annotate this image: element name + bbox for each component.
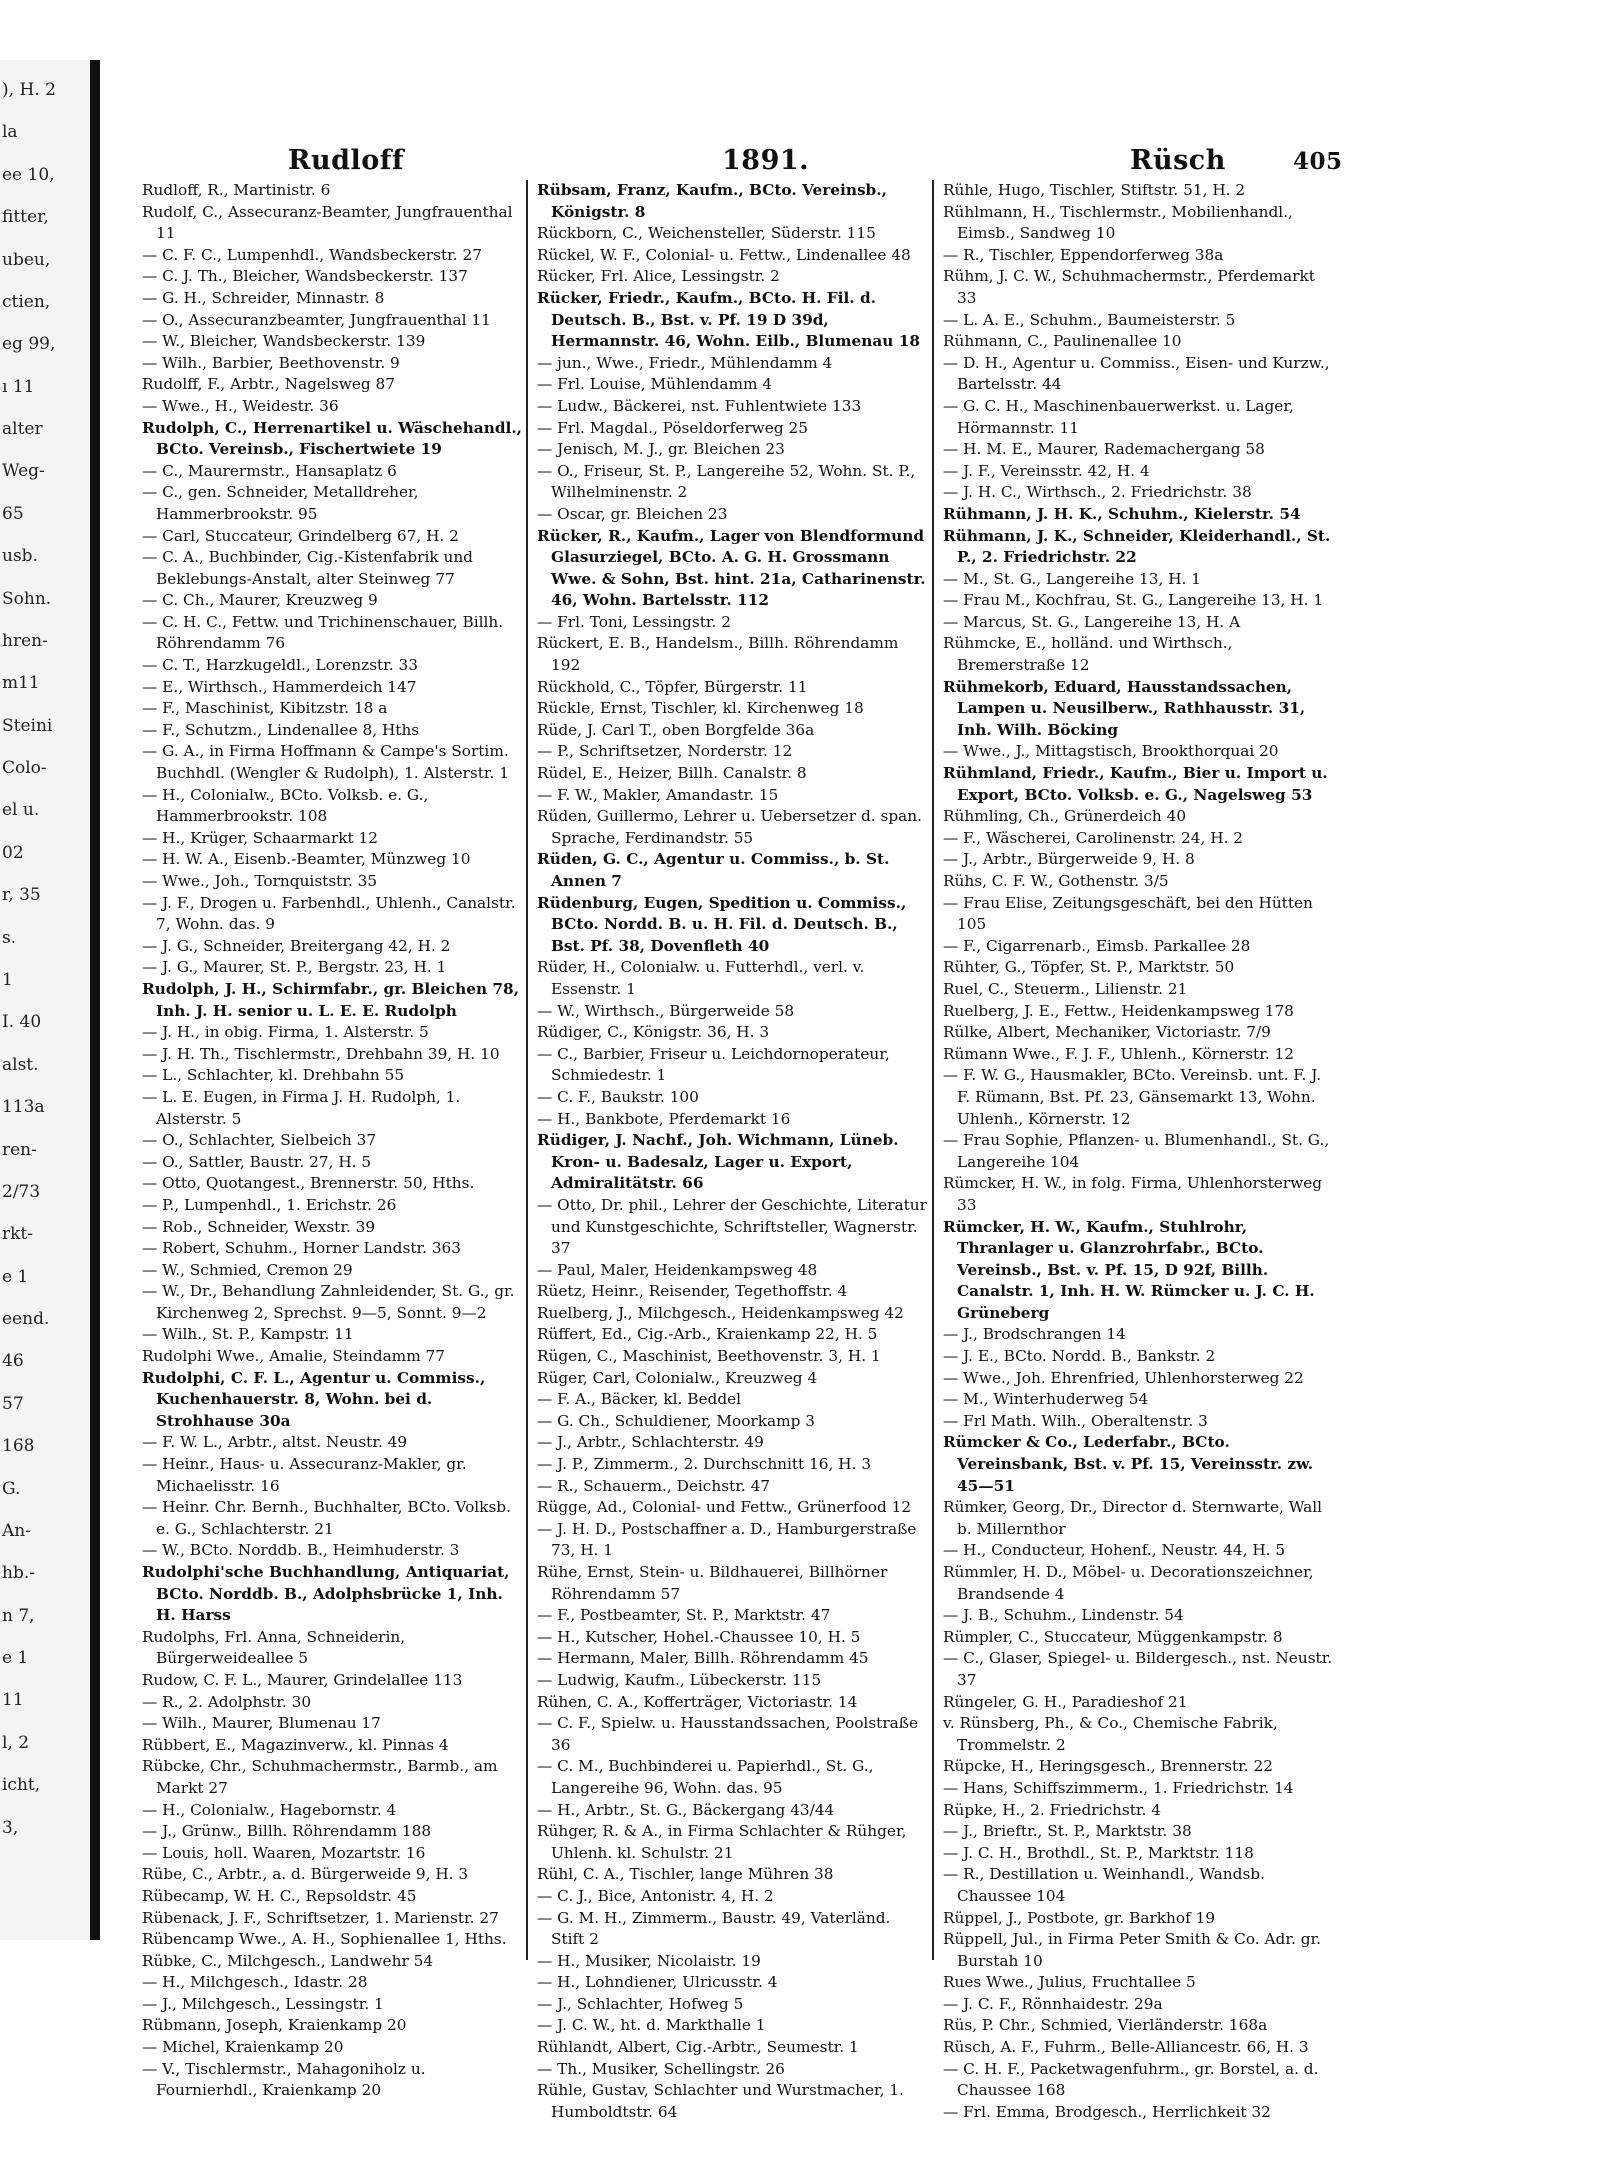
column-divider [526, 180, 528, 1960]
header-right-catchword: Rüsch [1130, 145, 1226, 176]
directory-entry: — J., Brieftr., St. P., Marktstr. 38 [943, 1822, 1192, 1841]
margin-fragment: Sohn. [2, 588, 52, 609]
directory-entry: Rühger, R. & A., in Firma Schlachter & Rühger, Uhlenh. kl. Schulstr. 21 [537, 1822, 907, 1862]
margin-fragment: hren- [2, 630, 48, 651]
directory-entry: Rüsch, A. F., Fuhrm., Belle-Alliancestr. 66, H. 3 [943, 2038, 1309, 2057]
directory-entry: Rühmcke, E., holländ. und Wirthsch., Bremerstraße 12 [943, 634, 1233, 675]
directory-entry: — C., gen. Schneider, Metalldreher, Hammerbrookstr. 95 [142, 483, 419, 523]
directory-entry: Rüngeler, G. H., Paradieshof 21 [943, 1692, 1188, 1711]
directory-entry: Rüffert, Ed., Cig.-Arb., Kraienkamp 22, H. 5 [537, 1325, 878, 1344]
directory-entry: Rudow, C. F. L., Maurer, Grindelallee 113 [142, 1670, 463, 1689]
directory-entry: Rühmann, J. K., Schneider, Kleiderhandl., St. P., 2. Friedrichstr. 22 [943, 526, 1331, 567]
directory-entry: Rümpler, C., Stuccateur, Müggenkampstr. 8 [943, 1627, 1283, 1646]
directory-entry: — R., Schauerm., Deichstr. 47 [537, 1476, 771, 1495]
directory-entry: — H., Musiker, Nicolaistr. 19 [537, 1951, 761, 1970]
directory-entry: v. Rünsberg, Ph., & Co., Chemische Fabrik, Trommelstr. 2 [943, 1714, 1278, 1754]
directory-entry: — J., Brodschrangen 14 [943, 1325, 1126, 1344]
directory-entry: Rüde, J. Carl T., oben Borgfelde 36a [537, 720, 815, 739]
directory-entry: — jun., Wwe., Friedr., Mühlendamm 4 [537, 353, 833, 372]
directory-entry: Ruelberg, J. E., Fettw., Heidenkampsweg 178 [943, 1001, 1294, 1020]
directory-entry: — C. J., Bice, Antonistr. 4, H. 2 [537, 1886, 774, 1905]
margin-fragment: fitter, [2, 207, 49, 228]
directory-entry: — J. H. Th., Tischlermstr., Drehbahn 39, H. 10 [142, 1044, 500, 1063]
directory-entry: — R., 2. Adolphstr. 30 [142, 1692, 312, 1711]
margin-fragment: 65 [2, 503, 24, 524]
directory-entry: Rudolphs, Frl. Anna, Schneiderin, Bürgerweideallee 5 [142, 1627, 406, 1668]
directory-entry: — J. F., Vereinsstr. 42, H. 4 [943, 461, 1150, 480]
margin-fragment: alter [2, 419, 43, 440]
margin-fragment: hb.- [2, 1563, 35, 1584]
directory-entry: Rümcker & Co., Lederfabr., BCto. Vereinsbank, Bst. v. Pf. 15, Vereinsstr. zw. 45—51 [943, 1433, 1314, 1495]
directory-entry: — H. W. A., Eisenb.-Beamter, Münzweg 10 [142, 850, 471, 869]
directory-entry: Ruel, C., Steuerm., Lilienstr. 21 [943, 979, 1188, 998]
directory-entry: — Hans, Schiffszimmerm., 1. Friedrichstr. 14 [943, 1778, 1294, 1797]
directory-entry: Rüden, Guillermo, Lehrer u. Uebersetzer d. span. Sprache, Ferdinandstr. 55 [537, 807, 922, 847]
directory-entry: — F., Wäscherei, Carolinenstr. 24, H. 2 [943, 828, 1244, 847]
margin-fragment: 1 [2, 970, 13, 990]
directory-entry: Rudolphi'sche Buchhandlung, Antiquariat, BCto. Norddb. B., Adolphsbrücke 1, Inh. H. Harss [142, 1563, 510, 1625]
directory-entry: — Wilh., St. P., Kampstr. 11 [142, 1325, 354, 1344]
directory-entry: — O., Schlachter, Sielbeich 37 [142, 1131, 377, 1150]
directory-entry: — Frl. Emma, Brodgesch., Herrlichkeit 32 [943, 2102, 1271, 2121]
directory-entry: Rücker, R., Kaufm., Lager von Blendformund Glasurziegel, BCto. A. G. H. Grossmann Wwe. & Sohn, Bst. hint. 21a, Catharinenstr. 46, Wohn. Bartelsstr. 112 [537, 526, 926, 610]
margin-fragment: 02 [2, 842, 24, 863]
directory-entry: Rühen, C. A., Kofferträger, Victoriastr. 14 [537, 1692, 858, 1711]
directory-entry: — F., Maschinist, Kibitzstr. 18 a [142, 699, 388, 718]
margin-fragment: ubeu, [2, 249, 51, 270]
directory-entry: — Frl. Magdal., Pöseldorferweg 25 [537, 418, 808, 437]
directory-entry: Rübmann, Joseph, Kraienkamp 20 [142, 2016, 407, 2035]
directory-entry: — J. H., in obig. Firma, 1. Alsterstr. 5 [142, 1023, 429, 1042]
directory-entry: — J. H. D., Postschaffner a. D., Hamburgerstraße 73, H. 1 [537, 1519, 917, 1560]
directory-entry: Rues Wwe., Julius, Fruchtallee 5 [943, 1973, 1196, 1992]
directory-entry: Rücker, Friedr., Kaufm., BCto. H. Fil. d. Deutsch. B., Bst. v. Pf. 19 D 39d, Hermannstr. 46, Wohn. Eilb., Blumenau 18 [537, 288, 921, 351]
directory-entry: Rügen, C., Maschinist, Beethovenstr. 3, H. 1 [537, 1347, 881, 1366]
directory-entry: Rüdiger, J. Nachf., Joh. Wichmann, Lüneb. Kron- u. Badesalz, Lager u. Export, Admiralitätstr. 66 [537, 1131, 899, 1193]
directory-entry: Rühlmann, H., Tischlermstr., Mobilienhandl., Eimsb., Sandweg 10 [943, 202, 1293, 243]
margin-fragment: r, 35 [2, 885, 41, 906]
directory-entry: Rümcker, H. W., Kaufm., Stuhlrohr, Thranlager u. Glanzrohrfabr., BCto. Vereinsb., Bst. v. Pf. 15, D 92f, Billh. Canalstr. 1, Inh. H. W. Rümcker u. J. C. H. Grüneberg [943, 1217, 1315, 1322]
margin-fragment: l, 2 [2, 1732, 30, 1753]
directory-entry: — Frl Math. Wilh., Oberaltenstr. 3 [943, 1411, 1208, 1430]
directory-entry: — J. F., Drogen u. Farbenhdl., Uhlenh., Canalstr. 7, Wohn. das. 9 [142, 893, 516, 934]
margin-fragment: 113a [2, 1097, 45, 1118]
directory-entry: Rühmland, Friedr., Kaufm., Bier u. Import u. Export, BCto. Volksb. e. G., Nagelsweg 53 [943, 764, 1328, 804]
directory-entry: — J., Schlachter, Hofweg 5 [537, 1994, 744, 2013]
directory-entry: Rückle, Ernst, Tischler, kl. Kirchenweg 18 [537, 699, 864, 718]
directory-entry: Rühlandt, Albert, Cig.-Arbtr., Seumestr. 1 [537, 2038, 859, 2057]
directory-entry: Rüden, G. C., Agentur u. Commiss., b. St. Annen 7 [537, 850, 890, 890]
header-year: 1891. [722, 145, 810, 176]
directory-entry: — Otto, Dr. phil., Lehrer der Geschichte, Literatur und Kunstgeschichte, Schriftsteller, Wagnerstr. 37 [537, 1195, 927, 1258]
margin-fragment: 57 [2, 1393, 24, 1414]
header-left-catchword: Rudloff [288, 145, 404, 176]
directory-entry: — J. G., Maurer, St. P., Bergstr. 23, H. 1 [142, 958, 447, 977]
directory-entry: — Jenisch, M. J., gr. Bleichen 23 [537, 440, 785, 459]
directory-entry: — Wilh., Maurer, Blumenau 17 [142, 1714, 381, 1733]
directory-entry: — J., Grünw., Billh. Röhrendamm 188 [142, 1822, 432, 1841]
directory-entry: — C. Ch., Maurer, Kreuzweg 9 [142, 591, 378, 610]
directory-entry: — J. B., Schuhm., Lindenstr. 54 [943, 1606, 1184, 1625]
margin-fragment: Steini [2, 715, 53, 736]
directory-entry: — C. F. C., Lumpenhdl., Wandsbeckerstr. 27 [142, 245, 482, 264]
margin-fragment: icht, [2, 1775, 41, 1796]
directory-entry: — Ludw., Bäckerei, nst. Fuhlentwiete 133 [537, 396, 862, 415]
directory-entry: — Hermann, Maler, Billh. Röhrendamm 45 [537, 1649, 869, 1668]
directory-entry: — H., Milchgesch., Idastr. 28 [142, 1973, 368, 1992]
directory-entry: — P., Schriftsetzer, Norderstr. 12 [537, 742, 793, 761]
directory-entry: — C. A., Buchbinder, Cig.-Kistenfabrik und Beklebungs-Anstalt, alter Steinweg 77 [142, 548, 473, 588]
directory-entry: — Frau M., Kochfrau, St. G., Langereihe 13, H. 1 [943, 591, 1324, 610]
directory-entry: Rübcke, Chr., Schuhmachermstr., Barmb., am Markt 27 [142, 1757, 498, 1797]
margin-fragment: 46 [2, 1351, 24, 1372]
directory-entry: — H., Bankbote, Pferdemarkt 16 [537, 1109, 791, 1128]
directory-entry: — H., Colonialw., BCto. Volksb. e. G., Hammerbrookstr. 108 [142, 785, 429, 826]
margin-fragment: ren- [2, 1139, 37, 1160]
directory-entry: — W., BCto. Norddb. B., Heimhuderstr. 3 [142, 1541, 460, 1560]
directory-entry: Rühle, Hugo, Tischler, Stiftstr. 51, H. 2 [943, 181, 1246, 199]
directory-entry: Rüdel, E., Heizer, Billh. Canalstr. 8 [537, 764, 807, 783]
directory-entry: Rümann Wwe., F. J. F., Uhlenh., Körnerstr. 12 [943, 1044, 1295, 1063]
directory-entry: — Heinr., Haus- u. Assecuranz-Makler, gr. Michaelisstr. 16 [142, 1455, 467, 1495]
directory-entry: — J., Milchgesch., Lessingstr. 1 [142, 1994, 384, 2013]
directory-entry: Rühter, G., Töpfer, St. P., Marktstr. 50 [943, 958, 1235, 977]
directory-entry: Rüpcke, H., Heringsgesch., Brennerstr. 22 [943, 1757, 1273, 1776]
directory-entry: — J. H. C., Wirthsch., 2. Friedrichstr. 38 [943, 483, 1252, 502]
directory-entry: — C. F., Spielw. u. Hausstandssachen, Poolstraße 36 [537, 1714, 919, 1754]
directory-entry: — Marcus, St. G., Langereihe 13, H. A [943, 612, 1241, 631]
margin-fragment: 2/73 [2, 1181, 41, 1202]
directory-entry: — G. C. H., Maschinenbauerwerkst. u. Lager, Hörmannstr. 11 [943, 396, 1294, 437]
directory-entry: Rücker, Frl. Alice, Lessingstr. 2 [537, 267, 780, 286]
directory-entry: — G. Ch., Schuldiener, Moorkamp 3 [537, 1411, 816, 1430]
directory-entry: Rühl, C. A., Tischler, lange Mühren 38 [537, 1865, 834, 1884]
directory-entry: — Michel, Kraienkamp 20 [142, 2038, 344, 2057]
directory-entry: — Wwe., J., Mittagstisch, Brookthorquai 20 [943, 742, 1279, 761]
margin-fragment: eg 99, [2, 334, 56, 355]
directory-entry: — W., Dr., Behandlung Zahnleidender, St. G., gr. Kirchenweg 2, Sprechst. 9—5, Sonnt. 9—2 [142, 1282, 515, 1322]
directory-entry: — H., Arbtr., St. G., Bäckergang 43/44 [537, 1800, 835, 1819]
directory-entry: — L. E. Eugen, in Firma J. H. Rudolph, 1. Alsterstr. 5 [142, 1087, 461, 1128]
directory-entry: — F. W., Makler, Amandastr. 15 [537, 785, 779, 804]
directory-entry: — H. M. E., Maurer, Rademachergang 58 [943, 440, 1265, 459]
directory-entry: — C. H. C., Fettw. und Trichinenschauer, Billh. Röhrendamm 76 [142, 612, 504, 653]
directory-entry: Rühle, Gustav, Schlachter und Wurstmacher, 1. Humboldtstr. 64 [537, 2081, 905, 2121]
directory-entry: — H., Colonialw., Hagebornstr. 4 [142, 1800, 397, 1819]
directory-entry: Rudloff, R., Martinistr. 6 [142, 181, 331, 199]
margin-fragment: ı 11 [2, 376, 35, 397]
directory-entry: — C. J. Th., Bleicher, Wandsbeckerstr. 137 [142, 267, 468, 286]
margin-fragment: usb. [2, 546, 38, 567]
margin-fragment: el u. [2, 800, 40, 821]
directory-entry: — R., Tischler, Eppendorferweg 38a [943, 245, 1224, 264]
directory-entry: Rüpke, H., 2. Friedrichstr. 4 [943, 1800, 1161, 1819]
column-1 [142, 180, 524, 2100]
directory-entry: — W., Wirthsch., Bürgerweide 58 [537, 1001, 795, 1020]
margin-fragment: ), H. 2 [2, 80, 56, 100]
running-head [120, 145, 1343, 185]
margin-fragment: e 1 [2, 1648, 29, 1669]
margin-fragment: eend. [2, 1309, 50, 1330]
directory-entry: Rülke, Albert, Mechaniker, Victoriastr. 7/9 [943, 1023, 1271, 1042]
directory-entry: — C., Barbier, Friseur u. Leichdornoperateur, Schmiedestr. 1 [537, 1044, 890, 1085]
directory-entry: Rudolphi Wwe., Amalie, Steindamm 77 [142, 1347, 446, 1366]
column-3 [943, 180, 1338, 2121]
column-divider [932, 180, 934, 1960]
directory-entry: — R., Destillation u. Weinhandl., Wandsb. Chaussee 104 [943, 1865, 1265, 1905]
directory-entry: — V., Tischlermstr., Mahagoniholz u. Fournierhdl., Kraienkamp 20 [142, 2059, 426, 2100]
directory-entry: Rühmann, J. H. K., Schuhm., Kielerstr. 54 [943, 504, 1301, 523]
directory-entry: — W., Schmied, Cremon 29 [142, 1260, 353, 1279]
directory-entry: — J., Arbtr., Schlachterstr. 49 [537, 1433, 764, 1452]
margin-fragment: 3, [2, 1817, 19, 1838]
directory-entry: — F., Cigarrenarb., Eimsb. Parkallee 28 [943, 936, 1251, 955]
directory-entry: — Frau Sophie, Pflanzen- u. Blumenhandl., St. G., Langereihe 104 [943, 1131, 1330, 1171]
directory-entry: Rübencamp Wwe., A. H., Sophienallee 1, Hths. [142, 1930, 507, 1949]
directory-entry: — H., Krüger, Schaarmarkt 12 [142, 828, 379, 847]
directory-entry: — W., Bleicher, Wandsbeckerstr. 139 [142, 332, 426, 351]
directory-entry: — Robert, Schuhm., Horner Landstr. 363 [142, 1239, 462, 1258]
margin-fragment: alst. [2, 1054, 39, 1075]
column-2 [537, 180, 927, 2121]
directory-entry: Rümker, Georg, Dr., Director d. Sternwarte, Wall b. Millernthor [943, 1498, 1323, 1538]
previous-page-edge [0, 60, 100, 1940]
directory-entry: Rückhold, C., Töpfer, Bürgerstr. 11 [537, 677, 808, 696]
directory-entry: Rühe, Ernst, Stein- u. Bildhauerei, Billhörner Röhrendamm 57 [537, 1563, 888, 1603]
directory-entry: — J. C. H., Brothdl., St. P., Marktstr. 118 [943, 1843, 1254, 1862]
directory-entry: — E., Wirthsch., Hammerdeich 147 [142, 677, 417, 696]
margin-fragment: G. [2, 1478, 21, 1499]
directory-entry: — C. M., Buchbinderei u. Papierhdl., St. G., Langereihe 96, Wohn. das. 95 [537, 1757, 874, 1797]
directory-entry: — Oscar, gr. Bleichen 23 [537, 504, 728, 523]
directory-entry: — Ludwig, Kaufm., Lübeckerstr. 115 [537, 1670, 822, 1689]
directory-entry: Rüdiger, C., Königstr. 36, H. 3 [537, 1023, 770, 1042]
directory-entry: Rückborn, C., Weichensteller, Süderstr. 115 [537, 224, 876, 243]
directory-entry: — C., Glaser, Spiegel- u. Bildergesch., nst. Neustr. 37 [943, 1649, 1333, 1689]
directory-entry: — O., Sattler, Baustr. 27, H. 5 [142, 1152, 372, 1171]
margin-fragment: Weg- [2, 461, 45, 482]
margin-fragment: 11 [2, 1690, 24, 1711]
margin-fragment: la [2, 122, 18, 143]
directory-entry: Rüppell, Jul., in Firma Peter Smith & Co. Adr. gr. Burstah 10 [943, 1930, 1321, 1970]
directory-entry: Rühs, C. F. W., Gothenstr. 3/5 [943, 872, 1169, 890]
margin-fragment: s. [2, 927, 17, 948]
directory-entry: Rügge, Ad., Colonial- und Fettw., Grünerfood 12 [537, 1498, 912, 1517]
directory-entry: — F. W. L., Arbtr., altst. Neustr. 49 [142, 1433, 408, 1452]
directory-entry: — H., Lohndiener, Ulricusstr. 4 [537, 1973, 778, 1992]
directory-entry: — Wwe., H., Weidestr. 36 [142, 396, 339, 415]
directory-entry: Rudolf, C., Assecuranz-Beamter, Jungfrauenthal 11 [142, 202, 513, 243]
directory-entry: — F., Schutzm., Lindenallee 8, Hths [142, 720, 420, 739]
directory-entry: Rümmler, H. D., Möbel- u. Decorationszeichner, Brandsende 4 [943, 1563, 1314, 1603]
directory-entry: — Frau Elise, Zeitungsgeschäft, bei den Hütten 105 [943, 893, 1313, 934]
directory-entry: — F. W. G., Hausmakler, BCto. Vereinsb. unt. F. J. F. Rümann, Bst. Pf. 23, Gänsemarkt 13, Wohn. Uhlenh., Körnerstr. 12 [943, 1066, 1322, 1128]
directory-entry: — Frl. Toni, Lessingstr. 2 [537, 612, 731, 631]
directory-entry: Rudolph, J. H., Schirmfabr., gr. Bleichen 78, Inh. J. H. senior u. L. E. E. Rudolph [142, 979, 520, 1020]
directory-entry: — Heinr. Chr. Bernh., Buchhalter, BCto. Volksb. e. G., Schlachterstr. 21 [142, 1498, 511, 1538]
directory-entry: Rübbert, E., Magazinverw., kl. Pinnas 4 [142, 1735, 449, 1754]
directory-entry: — G. H., Schreider, Minnastr. 8 [142, 288, 385, 307]
directory-entry: — Wwe., Joh. Ehrenfried, Uhlenhorsterweg 22 [943, 1368, 1304, 1387]
directory-entry: — Carl, Stuccateur, Grindelberg 67, H. 2 [142, 526, 459, 545]
margin-fragment: An- [2, 1520, 31, 1541]
directory-entry: Rühmekorb, Eduard, Hausstandssachen, Lampen u. Neusilberw., Rathhausstr. 31, Inh. Wilh. Böcking [943, 677, 1306, 739]
directory-entry: Ruelberg, J., Milchgesch., Heidenkampsweg 42 [537, 1303, 904, 1322]
directory-entry: — J. G., Schneider, Breitergang 42, H. 2 [142, 936, 451, 955]
directory-entry: — M., Winterhuderweg 54 [943, 1390, 1149, 1409]
directory-entry: — Wilh., Barbier, Beethovenstr. 9 [142, 353, 400, 372]
margin-fragment: Colo- [2, 758, 47, 779]
directory-entry: — Paul, Maler, Heidenkampsweg 48 [537, 1260, 818, 1279]
directory-entry: — C. H. F., Packetwagenfuhrm., gr. Borstel, a. d. Chaussee 168 [943, 2059, 1319, 2100]
directory-entry: — J. C. W., ht. d. Markthalle 1 [537, 2016, 766, 2035]
margin-fragment: n 7, [2, 1605, 35, 1626]
directory-entry: — L. A. E., Schuhm., Baumeisterstr. 5 [943, 310, 1236, 329]
directory-entry: — F., Postbeamter, St. P., Marktstr. 47 [537, 1606, 831, 1625]
directory-entry: — Louis, holl. Waaren, Mozartstr. 16 [142, 1843, 426, 1862]
directory-entry: — D. H., Agentur u. Commiss., Eisen- und Kurzw., Bartelsstr. 44 [943, 353, 1330, 394]
directory-entry: Rümcker, H. W., in folg. Firma, Uhlenhorsterweg 33 [943, 1174, 1323, 1214]
directory-entry: — F. A., Bäcker, kl. Beddel [537, 1390, 742, 1409]
directory-entry: Rühmann, C., Paulinenallee 10 [943, 332, 1182, 351]
margin-fragment: I. 40 [2, 1012, 42, 1033]
directory-entry: Rübecamp, W. H. C., Repsoldstr. 45 [142, 1886, 417, 1905]
directory-entry: — L., Schlachter, kl. Drehbahn 55 [142, 1066, 405, 1085]
margin-fragment: ee 10, [2, 164, 55, 185]
directory-entry: — O., Assecuranzbeamter, Jungfrauenthal 11 [142, 310, 491, 329]
directory-entry: Rüetz, Heinr., Reisender, Tegethoffstr. 4 [537, 1282, 848, 1301]
directory-entry: — O., Friseur, St. P., Langereihe 52, Wohn. St. P., Wilhelminenstr. 2 [537, 461, 916, 502]
directory-entry: — Rob., Schneider, Wexstr. 39 [142, 1217, 376, 1236]
directory-entry: Rüder, H., Colonialw. u. Futterhdl., verl. v. Essenstr. 1 [537, 958, 865, 998]
directory-entry: — H., Conducteur, Hohenf., Neustr. 44, H. 5 [943, 1541, 1286, 1560]
directory-page [120, 60, 1580, 2160]
page-number: 405 [1293, 148, 1343, 175]
directory-entry: Rückel, W. F., Colonial- u. Fettw., Lindenallee 48 [537, 245, 911, 264]
directory-entry: — C. F., Baukstr. 100 [537, 1087, 699, 1106]
margin-fragment: ctien, [2, 291, 51, 312]
directory-entry: Rübke, C., Milchgesch., Landwehr 54 [142, 1951, 434, 1970]
directory-entry: Rübsam, Franz, Kaufm., BCto. Vereinsb., Königstr. 8 [537, 181, 887, 221]
directory-entry: — Frl. Louise, Mühlendamm 4 [537, 375, 773, 394]
margin-fragment: rkt- [2, 1224, 34, 1245]
directory-entry: Rüdenburg, Eugen, Spedition u. Commiss., BCto. Nordd. B. u. H. Fil. d. Deutsch. B., Bst. Pf. 38, Dovenfleth 40 [537, 893, 907, 955]
directory-entry: — J., Arbtr., Bürgerweide 9, H. 8 [943, 850, 1195, 869]
directory-entry: Rückert, E. B., Handelsm., Billh. Röhrendamm 192 [537, 634, 899, 675]
margin-fragment: e 1 [2, 1266, 29, 1287]
directory-entry: — J. E., BCto. Nordd. B., Bankstr. 2 [943, 1347, 1216, 1366]
directory-entry: Rudolph, C., Herrenartikel u. Wäschehandl., BCto. Vereinsb., Fischertwiete 19 [142, 418, 522, 459]
directory-entry: — Wwe., Joh., Tornquiststr. 35 [142, 872, 378, 890]
directory-entry: — Th., Musiker, Schellingstr. 26 [537, 2059, 785, 2078]
directory-entry: — P., Lumpenhdl., 1. Erichstr. 26 [142, 1195, 397, 1214]
margin-fragment: m11 [2, 673, 40, 694]
directory-entry: Rüs, P. Chr., Schmied, Vierländerstr. 168a [943, 2016, 1268, 2035]
directory-entry: Rübenack, J. F., Schriftsetzer, 1. Marienstr. 27 [142, 1908, 499, 1927]
directory-entry: Rühmling, Ch., Grünerdeich 40 [943, 807, 1187, 826]
directory-entry: — C., Maurermstr., Hansaplatz 6 [142, 461, 397, 480]
directory-entry: — G. M. H., Zimmerm., Baustr. 49, Vaterländ. Stift 2 [537, 1908, 891, 1949]
directory-entry: Rühm, J. C. W., Schuhmachermstr., Pferdemarkt 33 [943, 267, 1315, 307]
directory-entry: — J. C. F., Rönnhaidestr. 29a [943, 1994, 1163, 2013]
directory-entry: — J. P., Zimmerm., 2. Durchschnitt 16, H. 3 [537, 1455, 872, 1474]
directory-entry: Rübe, C., Arbtr., a. d. Bürgerweide 9, H. 3 [142, 1865, 469, 1884]
directory-entry: — H., Kutscher, Hohel.-Chaussee 10, H. 5 [537, 1627, 861, 1646]
directory-entry: — G. A., in Firma Hoffmann & Campe's Sortim. Buchhdl. (Wengler & Rudolph), 1. Alsterstr. 1 [142, 742, 509, 783]
directory-entry: Rudolphi, C. F. L., Agentur u. Commiss., Kuchenhauerstr. 8, Wohn. bei d. Strohhause 30a [142, 1368, 486, 1430]
directory-entry: — C. T., Harzkugeldl., Lorenzstr. 33 [142, 656, 419, 675]
directory-entry: Rüppel, J., Postbote, gr. Barkhof 19 [943, 1908, 1216, 1927]
directory-entry: Rudolff, F., Arbtr., Nagelsweg 87 [142, 375, 396, 394]
margin-fragment: 168 [2, 1436, 35, 1457]
directory-entry: — M., St. G., Langereihe 13, H. 1 [943, 569, 1202, 588]
directory-entry: Rüger, Carl, Colonialw., Kreuzweg 4 [537, 1368, 818, 1387]
directory-entry: — Otto, Quotangest., Brennerstr. 50, Hths. [142, 1174, 475, 1193]
